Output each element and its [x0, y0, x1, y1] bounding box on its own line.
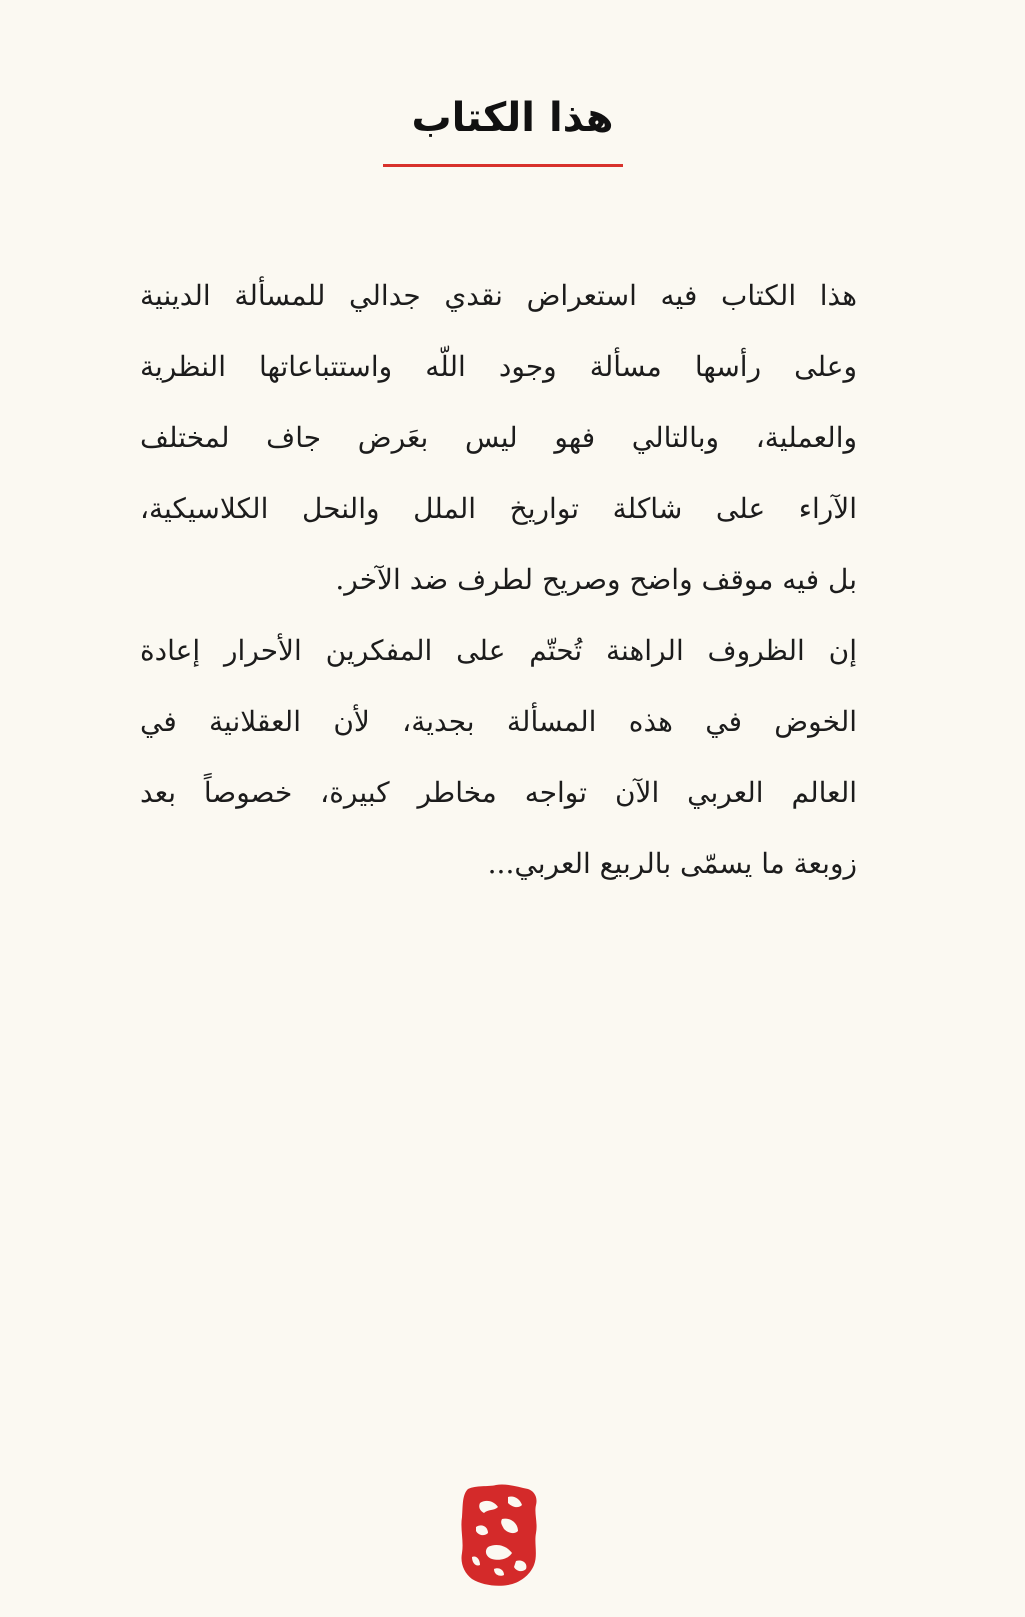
text-line: وعلى رأسها مسألة وجود اللّه واستتباعاتها النظرية — [140, 350, 857, 383]
publisher-emblem-icon — [458, 1483, 540, 1587]
text-line: الآراء على شاكلة تواريخ الملل والنحل الكلاسيكية، — [140, 492, 857, 525]
text-line: هذا الكتاب فيه استعراض نقدي جدالي للمسألة الدينية — [140, 279, 857, 312]
blurb-text — [140, 260, 857, 899]
text-line: والعملية، وبالتالي فهو ليس بعَرض جاف لمختلف — [140, 421, 857, 454]
page-title: هذا الكتاب — [411, 95, 614, 141]
text-line: زوبعة ما يسمّى بالربيع العربي... — [487, 847, 857, 880]
paragraph-1 — [140, 260, 857, 615]
paragraph-2 — [140, 615, 857, 899]
title-underline — [383, 164, 623, 167]
text-line: بل فيه موقف واضح وصريح لطرف ضد الآخر. — [335, 563, 857, 596]
title-container — [0, 92, 1025, 144]
text-line: العالم العربي الآن تواجه مخاطر كبيرة، خصوصاً بعد — [140, 776, 857, 809]
text-line: الخوض في هذه المسألة بجدية، لأن العقلانية في — [140, 705, 857, 738]
text-line: إن الظروف الراهنة تُحتّم على المفكرين الأحرار إعادة — [140, 634, 857, 667]
